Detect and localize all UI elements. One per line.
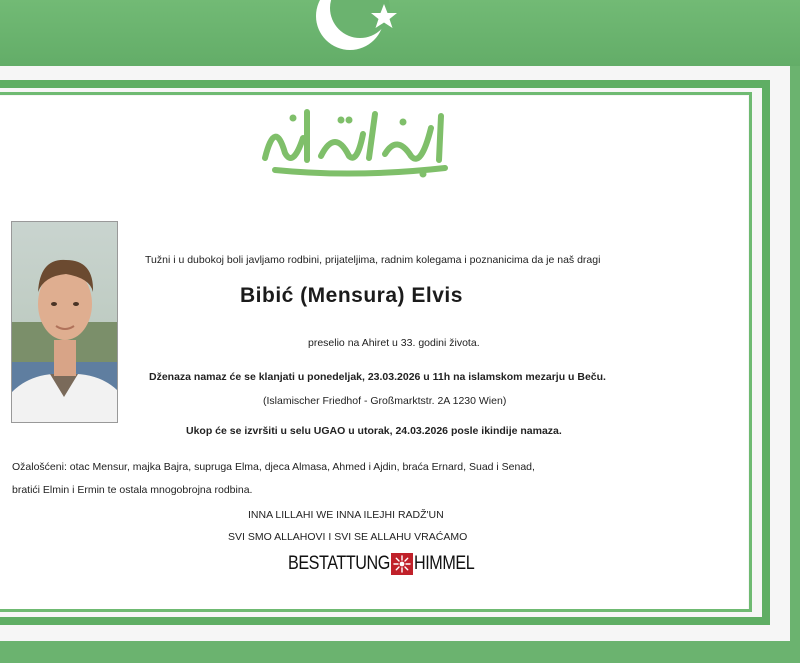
intro-text: Tužni i u dubokoj boli javljamo rodbini, prijateljima, radnim kolegama i poznanicima da je naš dragi: [145, 254, 601, 266]
age-line: preselio na Ahiret u 33. godini života.: [308, 337, 480, 349]
prayer-line-2: SVI SMO ALLAHOVI I SVI SE ALLAHU VRAĆAMO: [228, 531, 468, 543]
funeral-home-logo: [270, 552, 485, 576]
sunburst-emblem-icon: [391, 553, 413, 575]
deceased-photo: [11, 221, 118, 423]
logo-text-right: HIMMEL: [413, 553, 475, 574]
burial-info: Ukop će se izvršiti u selu UGAO u utorak, 24.03.2026 posle ikindije namaza.: [186, 425, 562, 437]
cemetery-address: (Islamischer Friedhof - Großmarktstr. 2A 1230 Wien): [263, 395, 507, 407]
dzenaza-info: Dženaza namaz će se klanjati u ponedeljak, 23.03.2026 u 11h na islamskom mezarju u Beču.: [149, 371, 606, 383]
mourners-line-2: bratići Elmin i Ermin te ostala mnogobrojna rodbina.: [12, 484, 253, 496]
logo-text-left: BESTATTUNG: [287, 553, 390, 574]
mourners-line-1: Ožalošćeni: otac Mensur, majka Bajra, supruga Elma, djeca Almasa, Ahmed i Ajdin, braća Ernard, Suad i Senad,: [12, 461, 535, 473]
bottom-green-band: [0, 641, 800, 663]
prayer-line-1: INNA LILLAHI WE INNA ILEJHI RADŽ'UN: [248, 509, 444, 521]
crescent-star-icon: [300, 0, 430, 66]
deceased-name: Bibić (Mensura) Elvis: [240, 284, 463, 307]
arabic-calligraphy-icon: [245, 98, 465, 178]
